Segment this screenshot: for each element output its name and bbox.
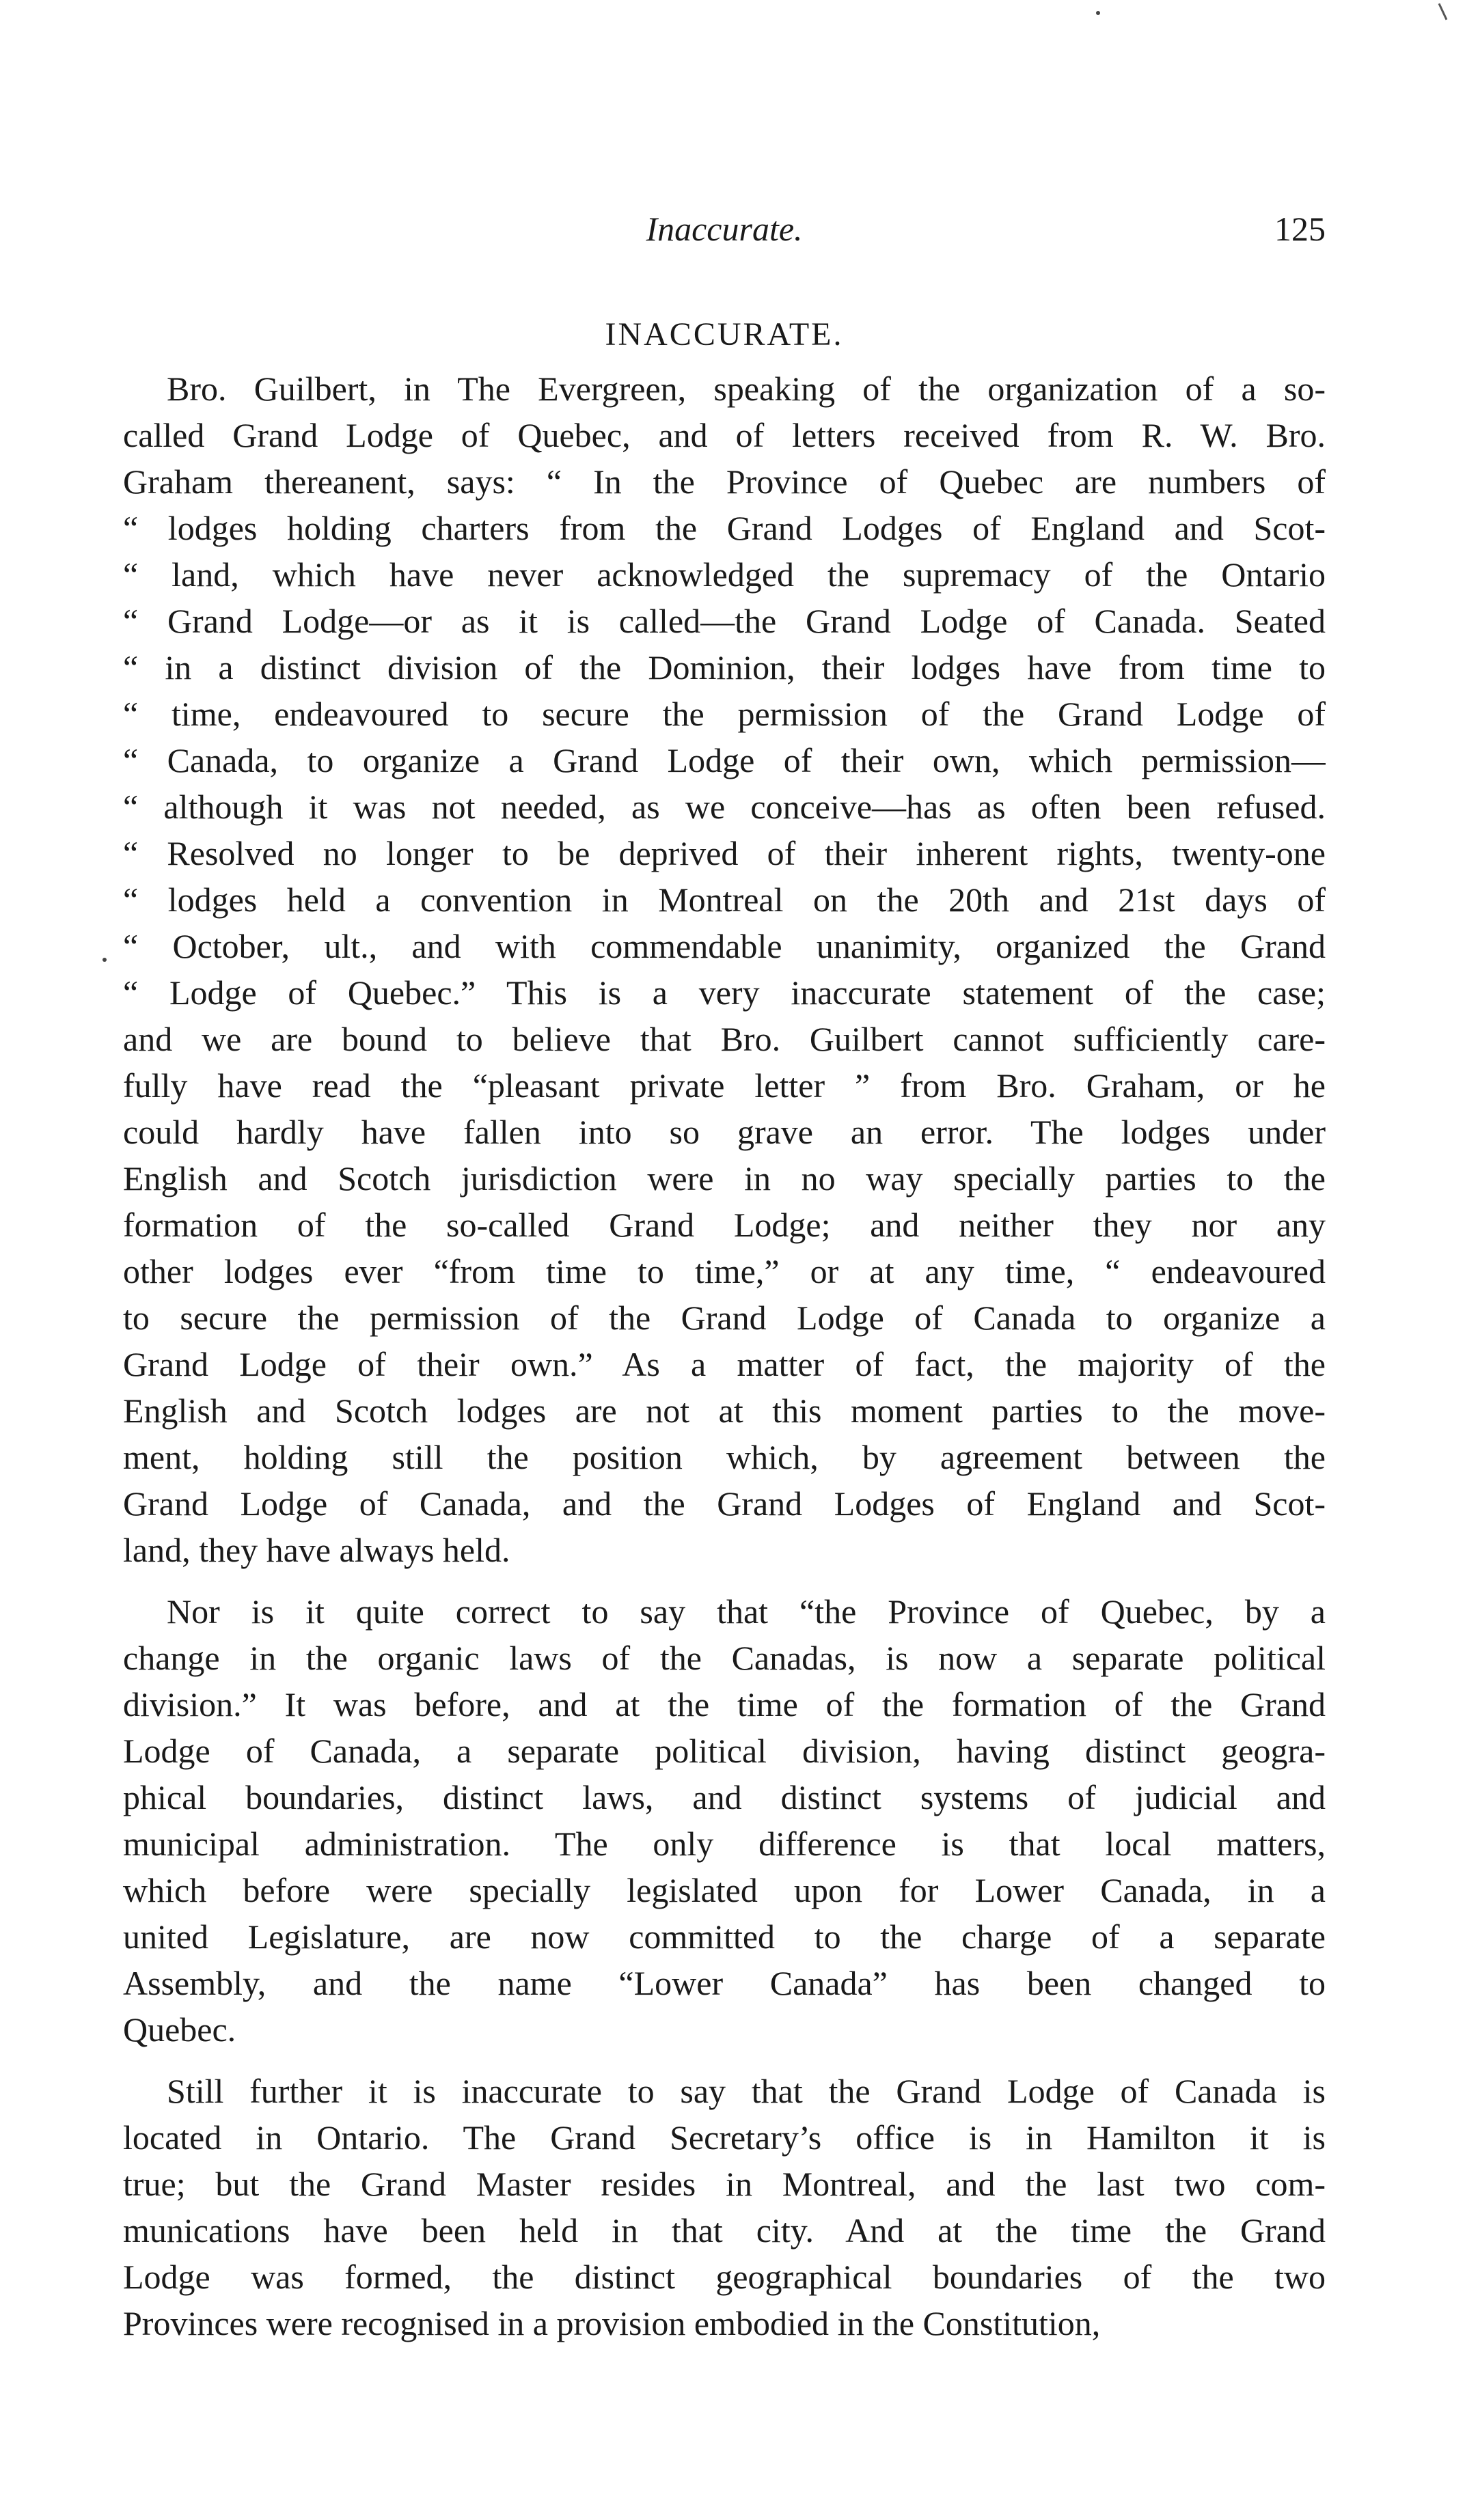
text-line: located in Ontario. The Grand Secretary’s office is in Hamilton it is [123, 2118, 1326, 2157]
text-line: “ Grand Lodge—or as it is called—the Grand Lodge of Canada. Seated [123, 602, 1326, 640]
text-line: Grand Lodge of Canada, and the Grand Lodges of England and Scot- [123, 1484, 1326, 1523]
text-line: “ although it was not needed, as we conceive—has as often been refused. [123, 788, 1326, 826]
running-title: Inaccurate. [646, 210, 803, 248]
text-line: formation of the so-called Grand Lodge; and neither they nor any [123, 1206, 1326, 1244]
text-line: “ Lodge of Quebec.” This is a very inaccurate statement of the case; [123, 973, 1326, 1012]
text-line: Provinces were recognised in a provision embodied in the Constitution, [123, 2304, 1101, 2342]
stray-dot-top [1096, 11, 1100, 15]
text-line: Nor is it quite correct to say that “the Province of Quebec, by a [167, 1592, 1326, 1631]
text-line: to secure the permission of the Grand Lodge of Canada to organize a [123, 1299, 1326, 1337]
text-line: change in the organic laws of the Canadas, is now a separate political [123, 1639, 1326, 1677]
text-line: which before were specially legislated upon for Lower Canada, in a [123, 1871, 1326, 1909]
text-line: Quebec. [123, 2010, 236, 2049]
text-line: English and Scotch lodges are not at this moment parties to the move- [123, 1391, 1326, 1430]
text-line: “ lodges held a convention in Montreal on the 20th and 21st days of [123, 881, 1326, 919]
text-line: munications have been held in that city. And at the time the Grand [123, 2211, 1326, 2249]
text-line: “ October, ult., and with commendable unanimity, organized the Grand [123, 927, 1326, 965]
text-line: could hardly have fallen into so grave an error. The lodges under [123, 1113, 1326, 1151]
text-line: called Grand Lodge of Quebec, and of letters received from R. W. Bro. [123, 416, 1326, 454]
text-line: land, they have always held. [123, 1531, 510, 1569]
text-line: division.” It was before, and at the time of the formation of the Grand [123, 1685, 1326, 1723]
text-line: ment, holding still the position which, by agreement between the [123, 1438, 1326, 1476]
paragraph-1 [123, 365, 1326, 1573]
body-text [123, 365, 1326, 2346]
text-line: Grand Lodge of their own.” As a matter of fact, the majority of the [123, 1345, 1326, 1383]
text-line: Still further it is inaccurate to say that the Grand Lodge of Canada is [167, 2072, 1326, 2110]
text-line: “ land, which have never acknowledged the supremacy of the Ontario [123, 555, 1326, 594]
text-line: Graham thereanent, says: “ In the Province of Quebec are numbers of [123, 462, 1326, 501]
stray-dot-margin [102, 958, 107, 962]
text-line: true; but the Grand Master resides in Montreal, and the last two com- [123, 2165, 1326, 2203]
section-heading: INACCURATE. [605, 316, 844, 352]
text-line: and we are bound to believe that Bro. Guilbert cannot sufficiently care- [123, 1020, 1326, 1058]
text-line: “ Resolved no longer to be deprived of their inherent rights, twenty-one [123, 834, 1326, 872]
text-line: phical boundaries, distinct laws, and distinct systems of judicial and [123, 1778, 1326, 1816]
text-line: “ in a distinct division of the Dominion, their lodges have from time to [123, 648, 1326, 687]
text-line: “ Canada, to organize a Grand Lodge of their own, which permission— [123, 741, 1326, 779]
running-head [123, 205, 1326, 253]
stray-mark-corner [1438, 3, 1448, 20]
text-line: united Legislature, are now committed to the charge of a separate [123, 1917, 1326, 1956]
text-line: municipal administration. The only difference is that local matters, [123, 1825, 1326, 1863]
text-line: other lodges ever “from time to time,” or at any time, “ endeavoured [123, 1252, 1326, 1290]
text-line: fully have read the “pleasant private letter ” from Bro. Graham, or he [123, 1066, 1326, 1105]
text-line: “ lodges holding charters from the Grand Lodges of England and Scot- [123, 509, 1326, 547]
text-line: Bro. Guilbert, in The Evergreen, speaking of the organization of a so- [167, 370, 1326, 408]
text-line: Lodge of Canada, a separate political division, having distinct geogra- [123, 1732, 1326, 1770]
paragraph-3 [123, 2068, 1326, 2346]
text-line: Lodge was formed, the distinct geographical boundaries of the two [123, 2258, 1326, 2296]
paragraph-2 [123, 1588, 1326, 2053]
page-number: 125 [1274, 210, 1326, 248]
text-line: English and Scotch jurisdiction were in no way specially parties to the [123, 1159, 1326, 1197]
text-line: Assembly, and the name “Lower Canada” has been changed to [123, 1964, 1326, 2002]
text-line: “ time, endeavoured to secure the permission of the Grand Lodge of [123, 695, 1326, 733]
